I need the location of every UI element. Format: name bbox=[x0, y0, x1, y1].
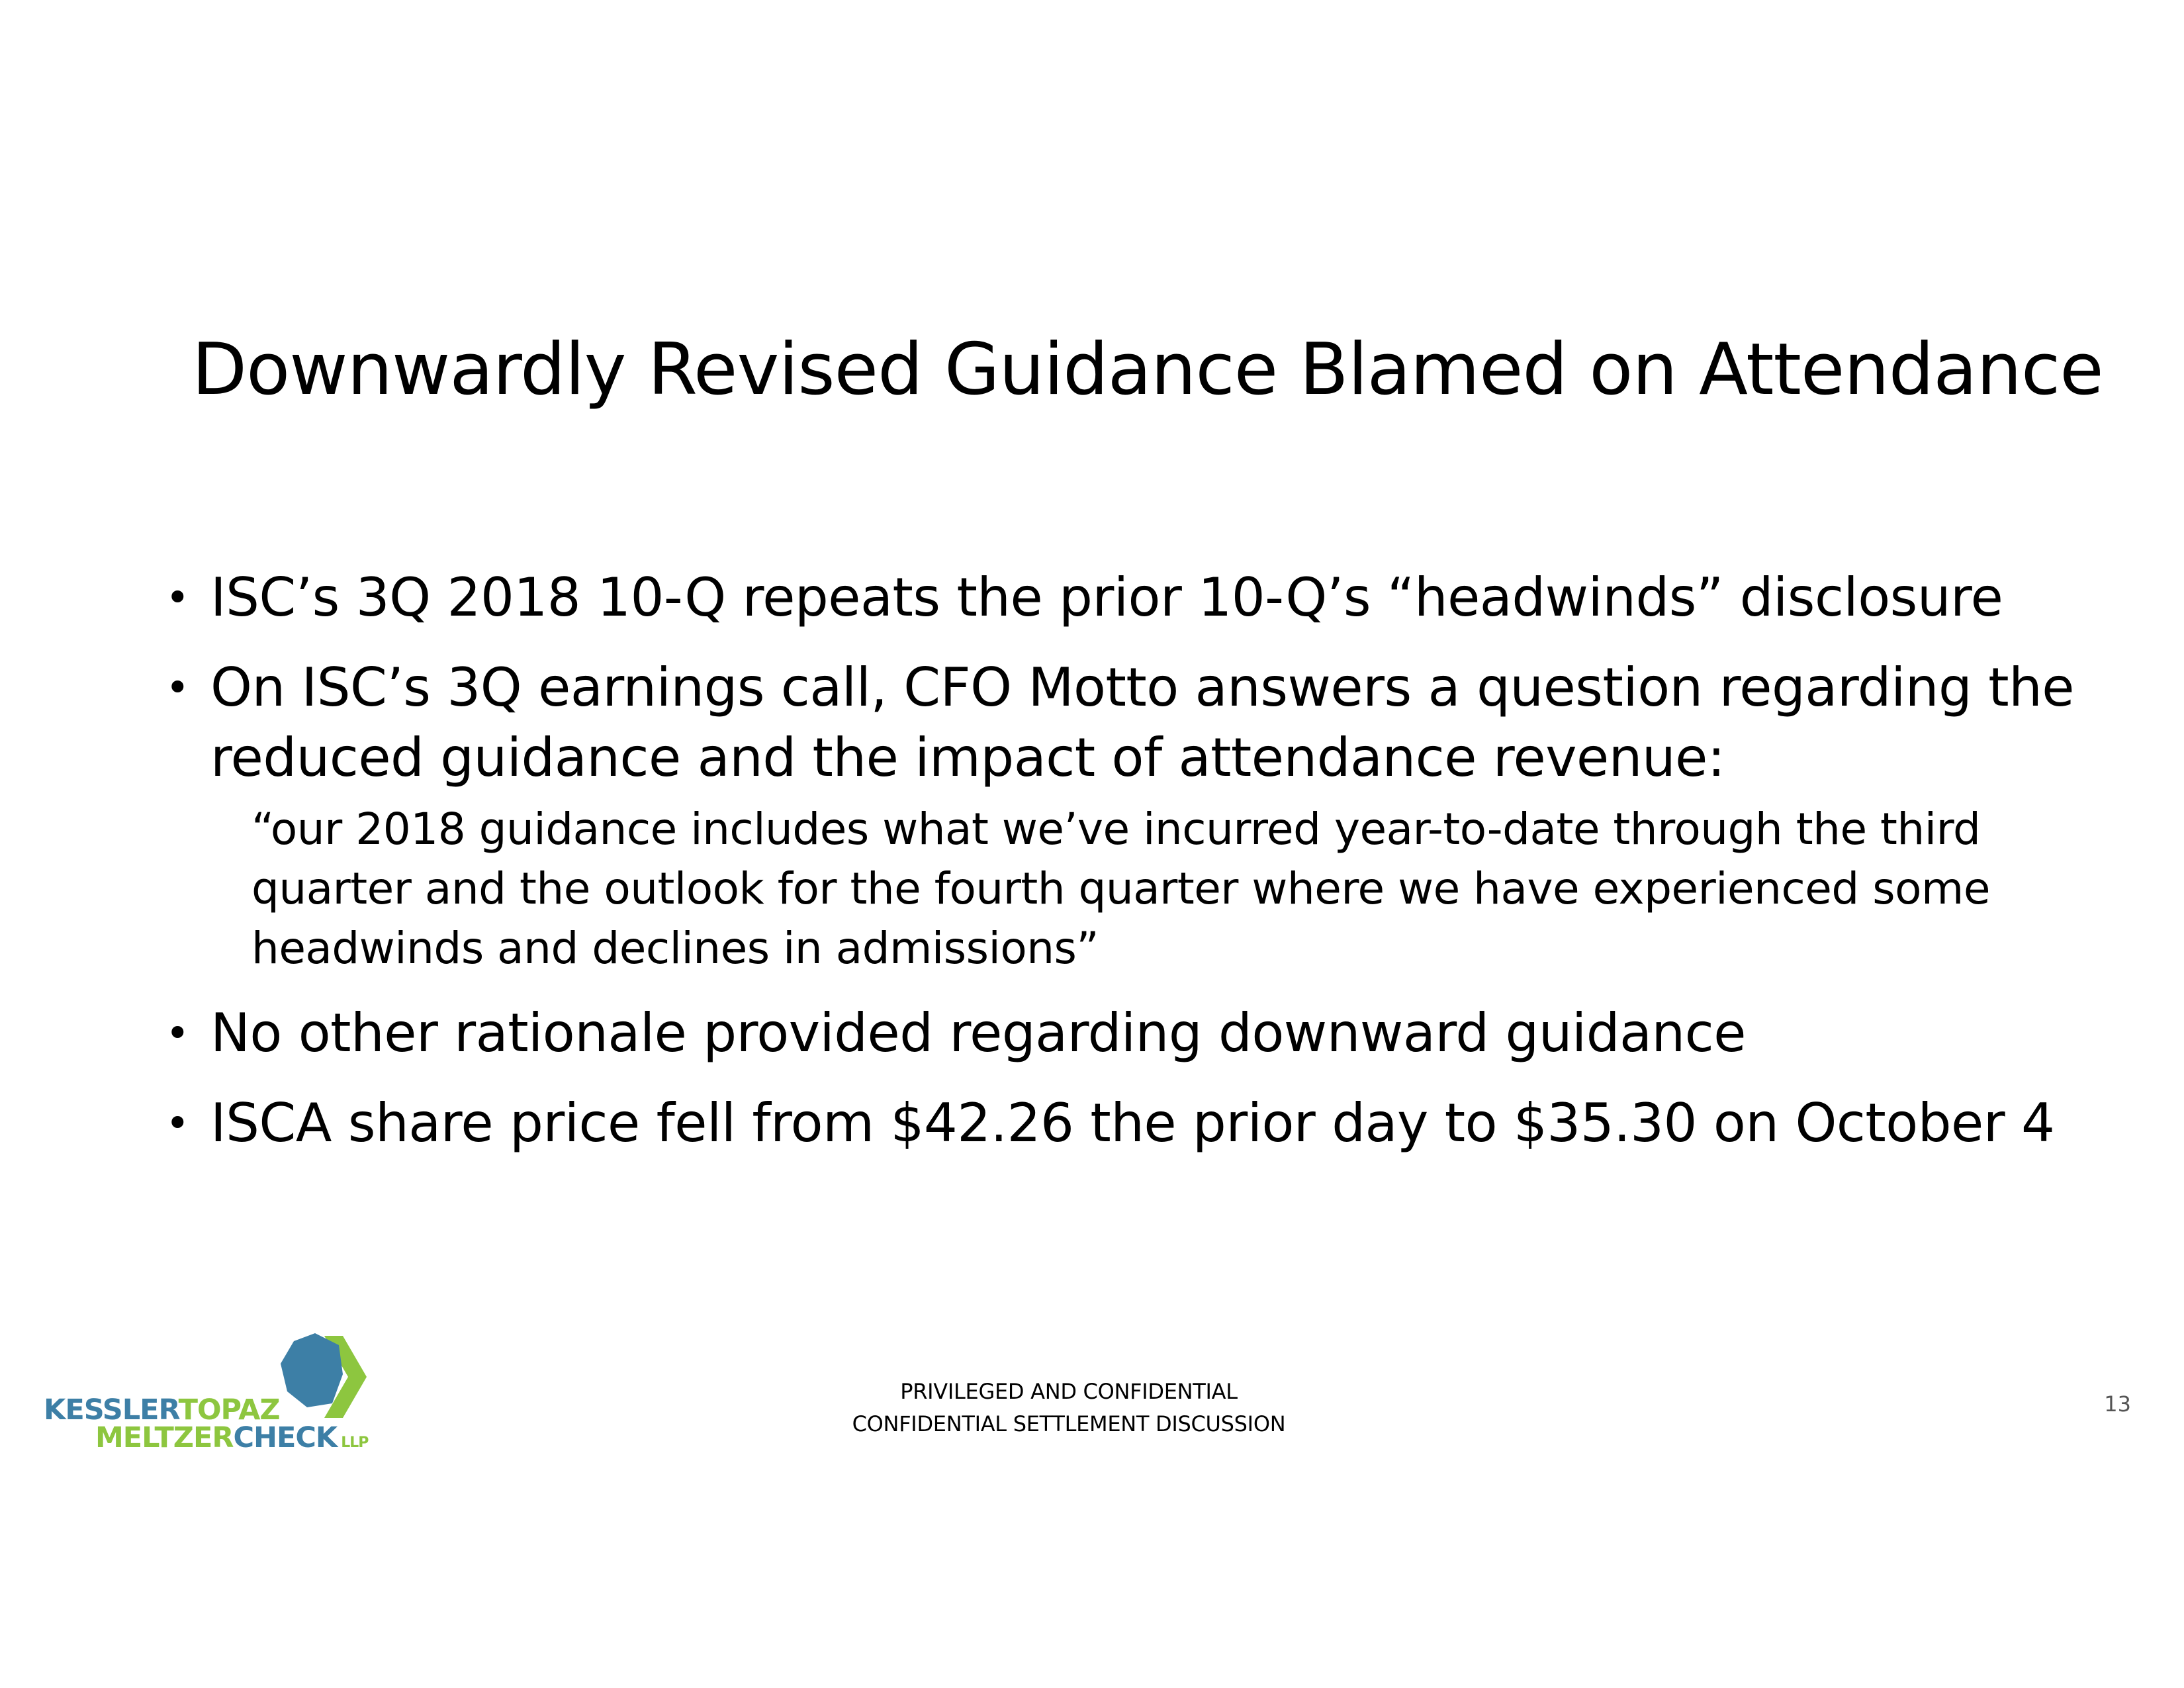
slide-title: Downwardly Revised Guidance Blamed on Attendance bbox=[192, 328, 2103, 411]
bullet-item bbox=[165, 998, 2085, 1068]
logo-suffix: LLP bbox=[341, 1434, 369, 1451]
logo-word-meltzer: MELTZER bbox=[95, 1421, 234, 1454]
bullet-icon: • bbox=[165, 1099, 190, 1147]
bullet-text: On ISC’s 3Q earnings call, CFO Motto answers a question regarding the reduced guidance and the impact of attendance revenue: bbox=[210, 657, 2075, 788]
bullet-icon: • bbox=[165, 663, 190, 712]
logo-blue-shape bbox=[281, 1333, 343, 1407]
bullet-icon: • bbox=[165, 1009, 190, 1057]
bullet-item bbox=[165, 653, 2085, 793]
footer-line-settlement: CONFIDENTIAL SETTLEMENT DISCUSSION bbox=[852, 1411, 1286, 1436]
logo-word-check: CHECK bbox=[233, 1421, 338, 1454]
bullet-icon: • bbox=[165, 573, 190, 622]
footer-line-privileged: PRIVILEGED AND CONFIDENTIAL bbox=[900, 1379, 1238, 1404]
bullet-item bbox=[165, 563, 2085, 633]
bullet-list bbox=[165, 563, 2085, 1158]
bullet-text: No other rationale provided regarding downward guidance bbox=[210, 1002, 1746, 1064]
page-number: 13 bbox=[2104, 1391, 2131, 1417]
logo-line-bottom bbox=[95, 1421, 368, 1454]
bullet-item bbox=[165, 1088, 2085, 1158]
logo-word-topaz: TOPAZ bbox=[178, 1393, 280, 1427]
logo-mark-icon bbox=[269, 1331, 375, 1430]
bullet-text: ISC’s 3Q 2018 10-Q repeats the prior 10-Q’s “headwinds” disclosure bbox=[210, 567, 2003, 628]
confidentiality-footer bbox=[761, 1376, 1377, 1440]
cfo-quote: “our 2018 guidance includes what we’ve incurred year-to-date through the third quarter and the outlook for the fourth quarter where we have experienced some headwinds and declines in admissions” bbox=[251, 804, 1990, 974]
firm-logo bbox=[44, 1331, 375, 1456]
bullet-text: ISCA share price fell from $42.26 the prior day to $35.30 on October 4 bbox=[210, 1092, 2055, 1154]
logo-word-kessler: KESSLER bbox=[44, 1393, 179, 1427]
